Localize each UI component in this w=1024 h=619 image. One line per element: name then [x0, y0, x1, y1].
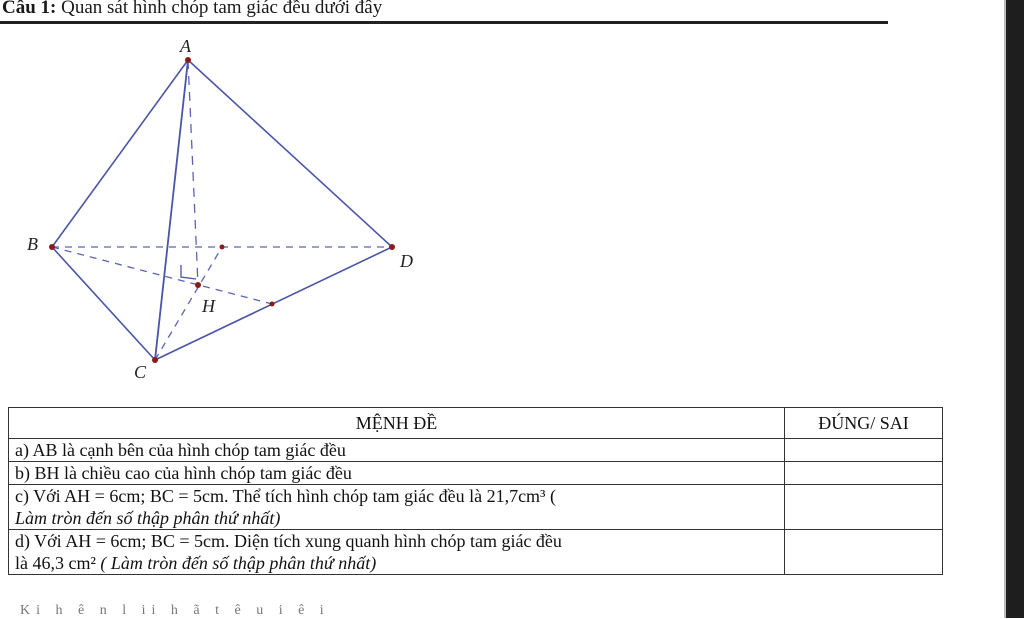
vertex-A	[185, 57, 191, 63]
vertex-B	[49, 244, 55, 250]
midpoint-BD	[220, 245, 225, 250]
answer-cell-b[interactable]	[785, 462, 943, 485]
statement-c-note: Làm tròn đến số thập phân thứ nhất)	[15, 508, 281, 528]
answer-cell-a[interactable]	[785, 439, 943, 462]
vertex-D	[389, 244, 395, 250]
vertex-C	[152, 357, 158, 363]
statement-c-text: c) Với AH = 6cm; BC = 5cm. Thể tích hình chóp tam giác đều là 21,7cm³ (	[15, 486, 556, 506]
cutoff-text: Ki h ê n l ii h ã t ê u i ê i	[20, 603, 330, 618]
statement-d	[9, 530, 785, 575]
statement-d-value: là 46,3 cm²	[15, 553, 101, 573]
pyramid-figure	[0, 28, 440, 388]
edge-AD	[188, 60, 392, 247]
title-underline	[0, 21, 888, 24]
question-text: Quan sát hình chóp tam giác đều dưới đây	[61, 0, 383, 18]
cutoff-text-strip	[0, 603, 1004, 618]
label-H: H	[202, 296, 215, 316]
table-row	[9, 530, 943, 575]
table-row	[9, 485, 943, 530]
edge-AC	[155, 60, 188, 360]
statement-a: a) AB là cạnh bên của hình chóp tam giác đều	[9, 439, 785, 462]
midpoint-CD	[270, 302, 275, 307]
header-statement: MỆNH ĐỀ	[9, 408, 785, 439]
table-row	[9, 439, 943, 462]
statement-c	[9, 485, 785, 530]
statement-d-note: ( Làm tròn đến số thập phân thứ nhất)	[100, 553, 377, 573]
vertex-H	[195, 282, 201, 288]
edge-AB	[52, 60, 188, 247]
edge-BC	[52, 247, 155, 360]
question-number: Câu 1:	[2, 0, 57, 18]
right-scroll-strip[interactable]	[1004, 0, 1024, 618]
height-AH	[188, 60, 198, 285]
label-B: B	[27, 234, 38, 254]
table-header-row	[9, 408, 943, 439]
statement-b: b) BH là chiều cao của hình chóp tam giác đều	[9, 462, 785, 485]
label-C: C	[134, 362, 147, 382]
answer-cell-d[interactable]	[785, 530, 943, 575]
label-A: A	[180, 36, 191, 56]
label-D: D	[400, 251, 413, 271]
right-angle-mark	[181, 265, 196, 279]
strip-edge	[1004, 0, 1006, 618]
header-answer: ĐÚNG/ SAI	[785, 408, 943, 439]
statements-table	[8, 407, 943, 575]
statement-d-text: d) Với AH = 6cm; BC = 5cm. Diện tích xung quanh hình chóp tam giác đều	[15, 531, 562, 551]
table-row	[9, 462, 943, 485]
answer-cell-c[interactable]	[785, 485, 943, 530]
question-title	[2, 0, 382, 19]
